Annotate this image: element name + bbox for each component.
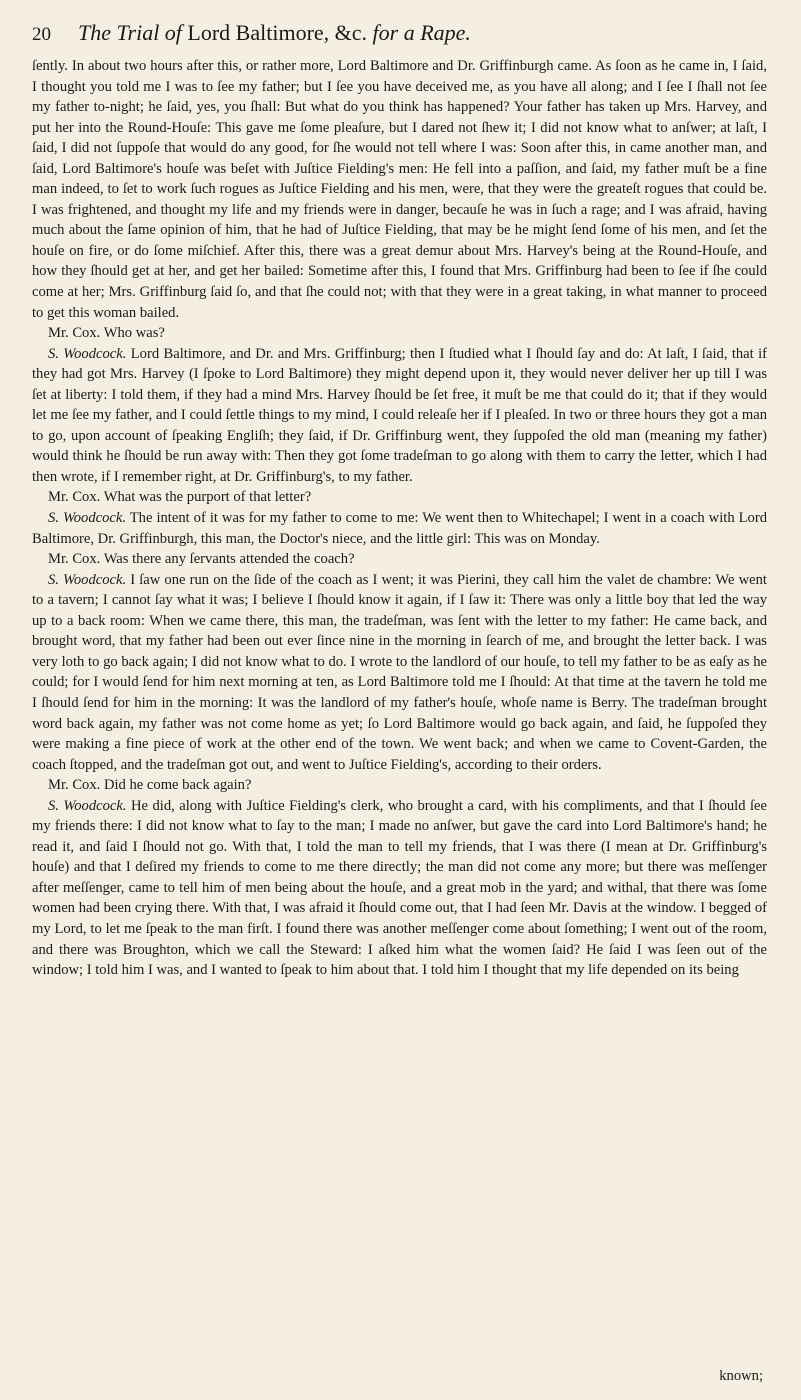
- paragraph-6: [32, 570, 767, 775]
- page-number: 20: [32, 24, 51, 45]
- speaker: Mr. Cox.: [48, 325, 101, 342]
- paragraph-text: He did, along with Juſtice Fielding's clerk, who brought a card, with his compliments, and that I ſhould ſee my friends there: I did not know what to ſay to the man; I made no anſwer, but gave the card into Lord Baltimore's hand; he read it, and ſaid I ſhould not go. With that, I told the man to tell my friends, that I was there (I mean at Dr. Griffinburg's houſe) and that I deſired my friends to come to me there directly; the man did not come any more; but there was meſſenger after meſſenger, came to tell him of men being about the houſe, and a great mob in the yard; and withal, that there was ſome women had been crying there. With that, I was afraid it ſhould come out, that I had ſeen Mr. Davis at the window. I begged of my Lord, to let me ſpeak to the man firſt. I found there was another meſſenger come about ſomething; I went out of the room, and there was Broughton, which we call the Steward: I aſked him what the women ſaid? He ſaid I was ſeen out of the window; I told him I was, and I wanted to ſpeak to him about that. I told him I thought that my life depended on its being: [32, 797, 767, 979]
- running-title: [78, 20, 471, 46]
- paragraph-4: [32, 508, 767, 549]
- title-for-a-rape: for a Rape.: [372, 20, 471, 45]
- paragraph-8: [32, 796, 767, 981]
- speaker: S. Woodcock.: [48, 345, 127, 362]
- paragraph-2: [32, 344, 767, 488]
- paragraph-text: The intent of it was for my father to come to me: We went then to Whitechapel; I went in a coach with Lord Baltimore, Dr. Griffinburgh, this man, the Doctor's niece, and the little girl: This was on Monday.: [32, 510, 767, 547]
- paragraph-0: [32, 56, 767, 323]
- catchword: known;: [719, 1368, 763, 1384]
- paragraph-text: Did he come back again?: [100, 777, 252, 794]
- paragraph-3: [32, 487, 767, 508]
- speaker: S. Woodcock.: [48, 510, 127, 527]
- speaker: Mr. Cox.: [48, 551, 101, 568]
- title-the-trial-of: The Trial of: [78, 20, 182, 45]
- speaker: Mr. Cox.: [48, 777, 101, 794]
- paragraph-5: [32, 549, 767, 570]
- paragraph-text: I ſaw one run on the ſide of the coach as I went; it was Pierini, they call him the valet de chambre: We went to a tavern; I cannot ſay what it was; I believe I ſhould know it again, if I ſaw it: There was only a little boy that led the way up to a back room: When we came there, this man, the tradeſman, was ſent with the letter to my father: He came back, and brought word, that my father had been out ever ſince nine in the morning in ſearch of me, and brought the letter back. I was very loth to go back again; I did not know what to do. I wrote to the landlord of our houſe, to tell my father to be as eaſy as he could; for I would ſend for him next morning at ten, as Lord Baltimore told me I ſhould: At that time at the tavern he told me I ſhould ſend for him in the morning: It was the landlord of my father's houſe, whoſe name is Berry. The tradeſman brought word back again, my father was not come home as yet; ſo Lord Baltimore would go back again, and ſaid, he ſuppoſed they were making a fine piece of work at the other end of the town. We went back; and when we came to Covent-Garden, the coach ſtopped, and the tradeſman got out, and went to Juſtice Fielding's, according to their orders.: [32, 571, 767, 773]
- paragraph-text: Who was?: [100, 325, 165, 342]
- speaker: Mr. Cox.: [48, 489, 101, 506]
- paragraph-text: Lord Baltimore, and Dr. and Mrs. Griffinburg; then I ſtudied what I ſhould ſay and do: At laſt, I ſaid, that if they had got Mrs. Harvey (I ſpoke to Lord Baltimore) they might depend upon it, they would never deliver her up till I was ſet at liberty: I told them, if they had a mind Mrs. Harvey ſhould be ſet free, it muſt be me that could do it; that if they would let me ſee my father, and I could ſettle things to my mind, I could releaſe her if I pleaſed. In two or three hours they got a man to go, upon account of ſpeaking Engliſh; they ſaid, if Dr. Griffinburg went, they ſuppoſed the old man (meaning my father) would think he ſhould be run away with: Then they got ſome tradeſman to go along with them to carry the letter, which I had then wrote, if I remember right, at Dr. Griffinburg's, to my father.: [32, 345, 767, 485]
- paragraph-7: [32, 775, 767, 796]
- speaker: S. Woodcock.: [48, 797, 127, 814]
- paragraph-text: What was the purport of that letter?: [100, 489, 312, 506]
- paragraph-text: Was there any ſervants attended the coach?: [100, 551, 355, 568]
- paragraph-1: [32, 323, 767, 344]
- body-text: [32, 56, 767, 981]
- title-lord-baltimore: Lord Baltimore, &c.: [181, 20, 373, 45]
- paragraph-text: ſently. In about two hours after this, or rather more, Lord Baltimore and Dr. Griffinburgh came. As ſoon as he came in, I ſaid, I thought you told me I was to ſee my father; but I ſee you have deceived me, as you have all along; and I ſee I ſhall not ſee my father to-night; he ſaid, yes, you ſhall: But what do you think has happened? Your father has taken up Mrs. Harvey, and put her into the Round-Houſe: This gave me ſome pleaſure, but I dared not ſhew it; I did not know what to anſwer; at laſt, I ſaid, I did not ſuppoſe that would do any good, for ſhe would not tell where I was: Soon after this, in came another man, and ſaid, Lord Baltimore's houſe was beſet with Juſtice Fielding's men: He fell into a paſſion, and ſaid, my father muſt be a fine man indeed, to ſet to work ſuch rogues as Juſtice Fielding and his men, were, that they were the greateſt rogues that could be. I was frightened, and thought my life and my friends were in danger, becauſe he was in ſuch a rage; and I was afraid, having much about the ſame opinion of him, that he had of Juſtice Fielding, that may be he might ſend ſome of his men, and ſet the houſe on fire, or do ſome miſchief. After this, there was a great demur about Mrs. Harvey's being at the Round-Houſe, and how they ſhould get at her, and get her bailed: Sometime after this, I found that Mrs. Griffinburg had been to ſee if ſhe could come at her; Mrs. Griffinburg ſaid ſo, and that ſhe could not; with that they were in a great taking, in what manner to proceed to get this woman bailed.: [32, 58, 767, 321]
- running-header: [32, 20, 767, 48]
- speaker: S. Woodcock.: [48, 571, 127, 588]
